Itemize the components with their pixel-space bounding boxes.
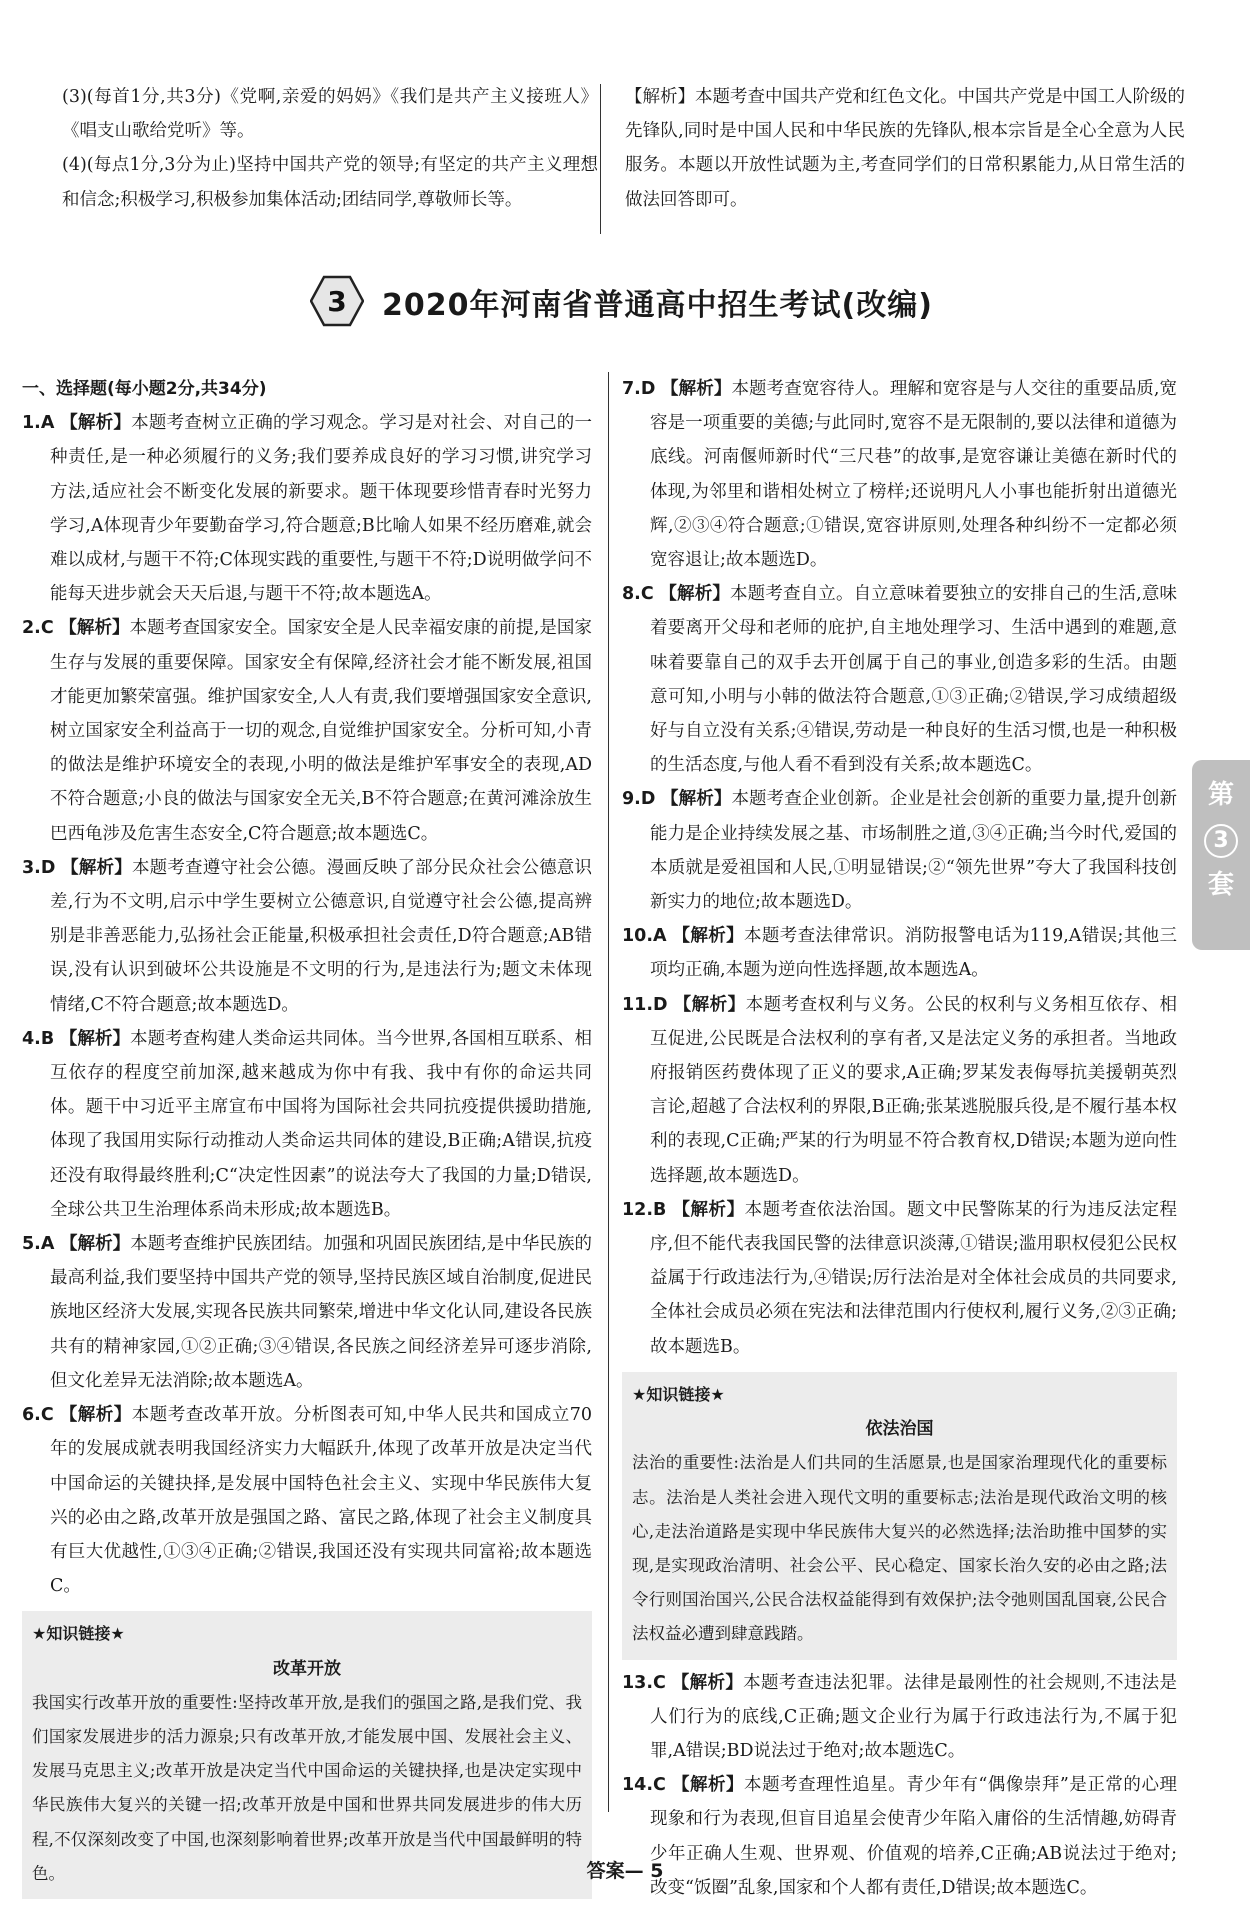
analysis-text: 本题考查依法治国。题文中民警陈某的行为违反法定程序,但不能代表我国民警的法律意识淡薄,①错误;滥用职权侵犯公民权益属于行政违法行为,④错误;厉行法治是对全体社会成员的共同要求,全体社会成员必须在宪法和法律范围内行使权利,履行义务,②③正确;故本题选B。 bbox=[650, 1199, 1177, 1357]
analysis-text: 本题考查构建人类命运共同体。当今世界,各国相互联系、相互依存的程度空前加深,越来越成为你中有我、我中有你的命运共同体。题干中习近平主席宣布中国将为国际社会共同抗疫提供援助措施,体现了我国用实际行动推动人类命运共同体的建设,B正确;A错误,抗疫还没有取得最终胜利;C“决定性因素”的说法夸大了我国的力量;D错误,全球公共卫生治理体系尚未形成;故本题选B。 bbox=[50, 1028, 592, 1220]
answer-letter: D bbox=[653, 994, 668, 1015]
analysis-text: 本题考查国家安全。国家安全是人民幸福安康的前提,是国家生存与发展的重要保障。国家安全有保障,经济社会才能不断发展,祖国才能更加繁荣富强。维护国家安全,人人有责,我们要增强国家安全意识,树立国家安全利益高于一切的观念,自觉维护国家安全。分析可知,小青的做法是维护环境安全的表现,小明的做法是维护军事安全的表现,AD不符合题意;小良的做法与国家安全无关,B不符合题意;在黄河滩涂放生巴西龟涉及危害生态安全,C符合题意;故本题选C。 bbox=[50, 618, 593, 844]
set-tab-top: 第 bbox=[1207, 780, 1234, 810]
knowledge-box-body: 我国实行改革开放的重要性:坚持改革开放,是我们的强国之路,是我们党、我们国家发展进步的活力源泉;只有改革开放,才能发展中国、发展社会主义、发展马克思主义;改革开放是决定当代中国命运的关键抉择,也是决定实现中华民族伟大复兴的关键一招;改革开放是中国和世界共同发展进步的伟大历程,不仅深刻改变了中国,也深刻影响着世界;改革开放是当代中国最鲜明的特色。 bbox=[32, 1692, 582, 1883]
answer-item bbox=[22, 851, 592, 1022]
analysis-text: 本题考查宽容待人。理解和宽容是与人交往的重要品质,宽容是一项重要的美德;与此同时,宽容不是无限制的,要以法律和道德为底线。河南偃师新时代“三尺巷”的故事,是宽容谦让美德在新时代的体现,为邻里和谐相处树立了榜样;还说明凡人小事也能折射出道德光辉,②③④符合题意;①错误,宽容讲原则,处理各种纠纷不一定都必须宽容退让;故本题选D。 bbox=[650, 379, 1177, 571]
analysis-tag: 【解析】 bbox=[671, 1672, 744, 1693]
answer-letter: C bbox=[640, 584, 654, 605]
analysis-text: 本题考查自立。自立意味着要独立的安排自己的生活,意味着要离开父母和老师的庇护,自主地处理学习、生活中遇到的难题,意味着要靠自己的双手去开创属于自己的事业,创造多彩的生活。由题意可知,小明与小韩的做法符合题意,①③正确;②错误,学习成绩超级好与自立没有关系;④错误,劳动是一种良好的生活习惯,也是一种积极的生活态度,与他人看不看到没有关系;故本题选C。 bbox=[650, 584, 1177, 776]
question-number: 9. bbox=[622, 789, 641, 810]
knowledge-box-title: 改革开放 bbox=[273, 1658, 341, 1679]
answer-letter: D bbox=[40, 857, 56, 878]
answer-item bbox=[22, 1398, 592, 1603]
answer-item bbox=[622, 919, 1177, 987]
answer-item bbox=[22, 1227, 592, 1398]
analysis-tag: 【解析】 bbox=[60, 413, 132, 434]
set-tab-number: 3 bbox=[1204, 824, 1238, 858]
top-divider bbox=[600, 84, 601, 234]
answer-item bbox=[22, 406, 592, 611]
set-tab-bottom: 套 bbox=[1207, 870, 1234, 900]
question-number: 14. bbox=[622, 1775, 654, 1796]
question-number: 4. bbox=[22, 1028, 41, 1049]
section-number-badge bbox=[310, 274, 364, 328]
analysis-text: 本题考查企业创新。企业是社会创新的重要力量,提升创新能力是企业持续发展之基、市场制胜之道,③④正确;当今时代,爱国的本质就是爱祖国和人民,①明显错误;②“领先世界”夸大了我国科技创新实力的地位;故本题选D。 bbox=[650, 789, 1177, 913]
top-left-block bbox=[38, 80, 598, 217]
question-number: 11. bbox=[622, 994, 654, 1015]
knowledge-box-header: ★知识链接★ bbox=[32, 1624, 125, 1644]
answer-letter: C bbox=[653, 1672, 666, 1693]
question-number: 10. bbox=[622, 926, 654, 947]
analysis-text: 本题考查理性追星。青少年有“偶像崇拜”是正常的心理现象和行为表现,但盲目追星会使青少年陷入庸俗的生活情趣,妨碍青少年正确人生观、世界观、价值观的培养,C正确;AB说法过于绝对;改变“饭圈”乱象,国家和个人都有责任,D错误;故本题选C。 bbox=[650, 1775, 1177, 1898]
analysis-tag: 【解析】 bbox=[671, 1775, 745, 1796]
analysis-tag: 【解析】 bbox=[60, 1234, 131, 1255]
top-right-block bbox=[625, 80, 1185, 217]
set-number-tab bbox=[1192, 760, 1250, 950]
answer-letter: C bbox=[653, 1775, 666, 1796]
analysis-tag: 【解析】 bbox=[672, 1199, 745, 1220]
answer-item bbox=[622, 1193, 1177, 1364]
answer-letter: A bbox=[653, 926, 667, 947]
analysis-tag: 【解析】 bbox=[673, 994, 746, 1015]
question-number: 7. bbox=[622, 379, 641, 399]
answer-item bbox=[22, 1022, 592, 1227]
analysis-tag: 【解析】 bbox=[661, 789, 732, 810]
knowledge-box-body: 法治的重要性:法治是人们共同的生活愿景,也是国家治理现代化的重要标志。法治是人类社会进入现代文明的重要标志;法治是现代政治文明的核心,走法治道路是实现中华民族伟大复兴的必然选择;法治助推中国梦的实现,是实现政治清明、社会公平、民心稳定、国家长治久安的必由之路;法令行则国治国兴,公民合法权益能得到有效保护;法令弛则国乱国衰,公民合法权益必遭到肆意践踏。 bbox=[632, 1453, 1167, 1644]
left-answer-list bbox=[22, 406, 592, 1603]
answer-letter: A bbox=[40, 413, 55, 434]
answer-letter: D bbox=[640, 379, 656, 399]
question-number: 6. bbox=[22, 1405, 41, 1426]
answer-letter: A bbox=[40, 1234, 55, 1255]
right-answer-list bbox=[622, 372, 1177, 1364]
analysis-tag: 【解析】 bbox=[661, 379, 732, 399]
answer-item bbox=[622, 782, 1177, 919]
question-number: 5. bbox=[22, 1234, 41, 1255]
analysis-tag: 【解析】 bbox=[659, 584, 731, 605]
analysis-text: 本题考查改革开放。分析图表可知,中华人民共和国成立70年的发展成就表明我国经济实力大幅跃升,体现了改革开放是决定当代中国命运的关键抉择,是发展中国特色社会主义、实现中华民族伟大复兴的必由之路,改革开放是强国之路、富民之路,体现了社会主义制度具有巨大优越性,①③④正确;②错误,我国还没有实现共同富裕;故本题选C。 bbox=[50, 1405, 592, 1597]
top-left-para-3: (3)(每首1分,共3分)《党啊,亲爱的妈妈》《我们是共产主义接班人》《唱支山歌给党听》等。 bbox=[62, 87, 598, 142]
knowledge-box-header: ★知识链接★ bbox=[632, 1384, 725, 1404]
question-number: 3. bbox=[22, 857, 41, 878]
answer-item bbox=[622, 577, 1177, 782]
question-number: 12. bbox=[622, 1199, 654, 1220]
analysis-tag: 【解析】 bbox=[59, 1028, 131, 1049]
analysis-text: 本题考查违法犯罪。法律是最刚性的社会规则,不违法是人们行为的底线,C正确;题文企业行为属于行政违法行为,不属于犯罪,A错误;BD说法过于绝对;故本题选C。 bbox=[650, 1672, 1178, 1761]
top-left-para-4: (4)(每点1分,3分为止)坚持中国共产党的领导;有坚定的共产主义理想和信念;积极学习,积极参加集体活动;团结同学,尊敬师长等。 bbox=[62, 155, 598, 210]
analysis-tag: 【解析】 bbox=[59, 1405, 132, 1426]
analysis-text: 本题考查权利与义务。公民的权利与义务相互依存、相互促进,公民既是合法权利的享有者,又是法定义务的承担者。当地政府报销医药费体现了正义的要求,A正确;罗某发表侮辱抗美援朝英烈言论,超越了合法权利的界限,B正确;张某逃脱服兵役,是不履行基本权利的表现,C正确;严某的行为明显不符合教育权,D错误;本题为逆向性选择题,故本题选D。 bbox=[650, 994, 1177, 1186]
page-footer: 答案— 5 bbox=[586, 1860, 664, 1882]
section-title bbox=[310, 274, 1010, 328]
answer-item bbox=[622, 988, 1177, 1193]
analysis-text: 本题考查树立正确的学习观念。学习是对社会、对自己的一种责任,是一种必须履行的义务;我们要养成良好的学习习惯,讲究学习方法,适应社会不断变化发展的新要求。题干体现要珍惜青春时光努力学习,A体现青少年要勤奋学习,符合题意;B比喻人如果不经历磨难,就会难以成材,与题干不符;C体现实践的重要性,与题干不符;D说明做学问不能每天进步就会天天后退,与题干不符;故本题选A。 bbox=[50, 413, 593, 605]
top-right-analysis: 【解析】本题考查中国共产党和红色文化。中国共产党是中国工人阶级的先锋队,同时是中国人民和中华民族的先锋队,根本宗旨是全心全意为人民服务。本题以开放性试题为主,考查同学们的日常积累能力,从日常生活的做法回答即可。 bbox=[625, 87, 1185, 210]
answer-letter: D bbox=[640, 789, 656, 810]
answer-letter: B bbox=[653, 1199, 667, 1220]
analysis-text: 本题考查维护民族团结。加强和巩固民族团结,是中华民族的最高利益,我们要坚持中国共产党的领导,坚持民族区域自治制度,促进民族地区经济大发展,实现各民族共同繁荣,增进中华文化认同,建设各民族共有的精神家园,①②正确;③④错误,各民族之间经济差异可逐步消除,但文化差异无法消除;故本题选A。 bbox=[50, 1234, 593, 1391]
question-number: 1. bbox=[22, 413, 41, 434]
section-title-text: 2020年河南省普通高中招生考试(改编) bbox=[382, 288, 933, 323]
answer-letter: B bbox=[40, 1028, 55, 1049]
question-number: 2. bbox=[22, 618, 41, 639]
column-divider bbox=[608, 372, 609, 1812]
answer-item bbox=[622, 1666, 1177, 1769]
knowledge-box-title: 依法治国 bbox=[865, 1419, 934, 1440]
question-number: 8. bbox=[622, 584, 641, 605]
hexagon-icon bbox=[310, 274, 364, 328]
answer-item bbox=[22, 611, 592, 850]
section-number: 3 bbox=[327, 285, 347, 318]
answer-item bbox=[622, 372, 1177, 577]
answer-letter: C bbox=[40, 1405, 54, 1426]
question-number: 13. bbox=[622, 1672, 654, 1693]
knowledge-box-rule-of-law bbox=[622, 1372, 1177, 1660]
analysis-text: 本题考查遵守社会公德。漫画反映了部分民众社会公德意识差,行为不文明,启示中学生要树立公德意识,自觉遵守社会公德,提高辨别是非善恶能力,弘扬社会正能量,积极承担社会责任,D符合题意;AB错误,没有认识到破坏公共设施是不文明的行为,是违法行为;题文未体现情绪,C不符合题意;故本题选D。 bbox=[50, 857, 592, 1015]
answer-item bbox=[622, 1768, 1177, 1905]
analysis-tag: 【解析】 bbox=[59, 618, 130, 639]
right-column bbox=[622, 372, 1177, 1905]
left-column bbox=[22, 372, 592, 1905]
analysis-tag: 【解析】 bbox=[61, 857, 132, 878]
analysis-tag: 【解析】 bbox=[672, 926, 744, 947]
part-heading: 一、选择题(每小题2分,共34分) bbox=[22, 379, 267, 399]
analysis-text: 本题考查法律常识。消防报警电话为119,A错误;其他三项均正确,本题为逆向性选择题,故本题选A。 bbox=[650, 926, 1177, 981]
answer-letter: C bbox=[40, 618, 54, 639]
